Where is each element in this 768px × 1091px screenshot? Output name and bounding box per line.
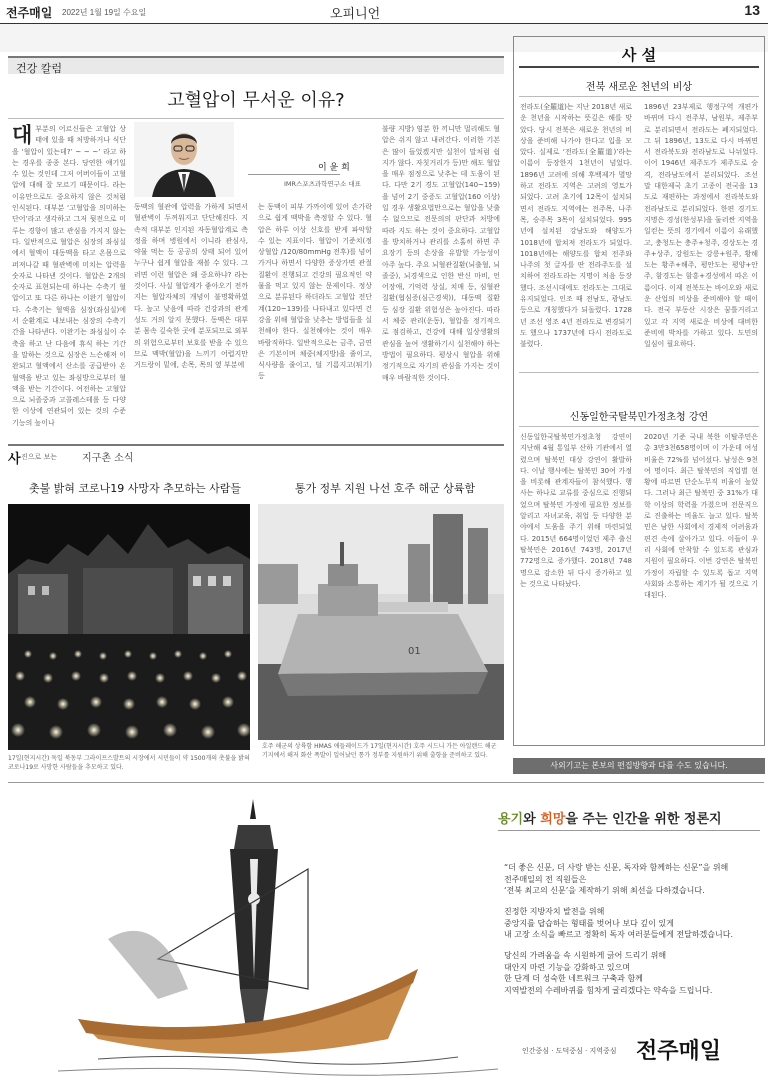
photo-title-right: 통가 정부 지원 나선 호주 해군 상륙함 bbox=[294, 482, 476, 495]
contributor-notice: 사외기고는 본보의 편집방향과 다를 수도 있습니다. bbox=[513, 758, 765, 774]
column-body-col2: 동맥의 혈관에 압력을 가하게 되면서 혈관벽이 두꺼워지고 단단해진다. 지속적 대부분 인지된 자동혈압계로 측정을 하며 병원에서 이니라 관심사, 약물 먹는 등 공공의 상태 되어 있어 누구나 쉽게 혈압을 재볼 수 있다. 그러면 이런 혈압은 왜 중요하냐? 라는 것이다. 사실 혈압계가 좋아오기 전까지는 혈압자체의 개념이 불명확하였다. 높고 낮음에 따라 건강과의 관계성도 거의 알지 못했다. 동맥은 대부분 몸속 깊숙한 곳에 분포되므로 외부의 위험으로부터 보호를 받을 수 있으므로 맥박(혈압)을 느끼기 어렵지만 거드랑이 밑에, 손목, 목의 옆 부분에 bbox=[134, 203, 248, 370]
section-title: 오피니언 bbox=[330, 7, 381, 22]
photo-title-left: 촛불 밝혀 코로나19 사망자 추모하는 사람들 bbox=[28, 482, 242, 495]
masthead bbox=[0, 0, 768, 24]
candle-vigil-photo bbox=[8, 504, 250, 750]
photo-caption-right: 호주 해군의 상륙함 HMAS 애들레이드가 17일(현지시간) 호주 시드니 가든 아일랜드 해군 기지에서 해저 화산 폭발이 일어났던 통가 정부를 지원하기 위해 출항을 준비하고 있다. bbox=[262, 743, 497, 759]
ad-paragraph-2: 진정한 지방자치 발전을 위해 중앙지를 답습하는 형태를 벗어나 보다 깊이 있게 내 고장 소식을 빠르고 정확히 독자 여러분들에게 전달하겠습니다. bbox=[504, 907, 733, 939]
divider bbox=[519, 96, 759, 97]
editorial-title-2: 신동일한국탈북민가정초청 강연 bbox=[569, 412, 709, 423]
ad-headline: 용기와 희망을 주는 인간을 위한 정론지 bbox=[498, 812, 722, 827]
column-tag: 건강 칼럼 bbox=[8, 56, 504, 74]
divider bbox=[519, 372, 759, 373]
column-body-col4: 불량 지방) 염분 한 끼니만 멀리해도 혈압은 쉬지 않고 내려간다. 이러한 기본은 많이 들었겠지만 실천이 말처럼 쉽지가 않다. 자칫거리가 등)만 해도 혈압을 매우 점정으로 낮추는 데 도움이 된다. 다만 2기 경도 고혈압(140~159)을 넘어 2기 중증도 고혈압(160 이상)일 경우 생활요법만으로는 혈압을 낮출 수 없으므로 전문의의 판단과 처방에 따라 지도 하는 것이 중요하다. 고혈압을 방치하거나 관리를 소홀히 하면 주요장기 등의 손상을 유발할 가능성이 아주 높다. 주요 뇌혈관질환(뇌출혈, 뇌졸중), 뇌경색으로 인한 반신 마비, 언어장애, 기억력 상실, 치매 등, 심혈관질환(협심증(심근경색)), 대동맥 질환 등 심장 질환 위험성은 높아진다. 따라서 체중 관리(운동), 혈압을 정기적으로 점검하고, 건강에 대해 일상생활의 관심을 높여 생활하기시 실천해야 하는 방법이 필요하다. 평상시 혈압을 위해 정기적으로 자기의 관심을 가지는 것이 매우 바람직한 것이다. bbox=[382, 125, 500, 382]
divider bbox=[519, 426, 759, 427]
svg-text:01: 01 bbox=[408, 646, 421, 657]
editorial-2-col1: 신동일한국탈북민가정초청 강연이 지난해 4월 통일부 산하 기관에서 열렸으며 탈북민 대상 강연이 활발하다. 이날 행사에는 탈북민 30여 가정을 비롯해 관계자들이 참석했다. 행사는 하나로 교류를 중심으로 진행되었으며 탈북민 가정에 필요한 정보를 알리고 자녀교육, 취업 등 다양한 분야에서 도움을 주기 위해 마련되었다. 2015년 664명이었던 제주 출신 탈북민은 2016년 743명, 2017년 772명으로 증가했다. 2018년 748명으로 감소한 뒤 다시 증가하고 있는 것으로 나타났다. bbox=[520, 433, 632, 588]
editorial-heading: 사 설 bbox=[621, 46, 657, 64]
divider bbox=[248, 174, 340, 175]
author-portrait bbox=[134, 122, 234, 197]
editorial-2-col2: 2020년 기준 국내 북한 이탈주민은 총 3만3천658명이며 이 가운데 여성 비율은 72%를 넘어섰다. 남성은 9천여 명이다. 최근 탈북민의 직업별 현황에 따르면 단순노무직 비율이 높았다. 그러나 최근 탈북민 중 31%가 대학 이상의 학력을 가졌으며 전문직으로 진출하는 비율도 늘고 있다. 탈북민은 남한 사회에서 경제적 어려움과 편견 속에 살아가고 있다. 이들이 우리 사회에 안착할 수 있도록 관심과 지원이 필요하다. 이번 강연은 탈북민 가정이 자립할 수 있도록 돕고 지역 사회와 소통하는 계기가 될 것으로 기대된다. bbox=[644, 433, 758, 600]
author-name: 이 윤 희 bbox=[318, 163, 350, 173]
pen-ship-illustration bbox=[38, 789, 508, 1079]
ad-paragraph-1: “더 좋은 신문, 더 사랑 받는 신문, 독자와 함께하는 신문”을 위해 전주매일의 전 직원들은 ‘전북 최고의 신문’을 제작하기 위해 최선을 다하겠습니다. bbox=[504, 863, 729, 895]
photo-caption-left: 17일(현지시간) 독일 북동부 그라이프스발트의 시장에서 시민들이 약 1500개의 촛불을 밝혀 코로나19로 사망한 사람들을 추모하고 있다. bbox=[8, 755, 250, 771]
photo-news-band: 사 진으로 보는 지구촌 소식 bbox=[8, 444, 504, 466]
ad-paragraph-3: 당신의 가려움을 속 시원하게 긁어 드리기 위해 대안지 마련 기능을 강화하고 있으며 한 단계 더 성숙한 네트워크 구축과 함께 지역발전의 수레바퀴를 힘차게 굴리겠다는 약속을 드립니다. bbox=[504, 951, 713, 995]
ad-logo: 전주매일 bbox=[636, 1039, 722, 1064]
author-affiliation: IMR스포츠과학연구소 대표 bbox=[284, 180, 361, 188]
divider bbox=[8, 118, 504, 119]
editorial-1-col1: 전라도(全羅道)는 지난 2018년 새로운 천년을 시작하는 뜻깊은 해를 맞았다. 당시 전북은 새로운 천년의 비상을 준비해 나가야 한다고 입을 모았다. 실제로 ‘전라도(全羅道)’라는 이름이 등장한지 1천년이 넘었다. 1896년 고려에 의해 후백제가 멸망하고 전라도 지역은 고려의 영토가 되었다. 고려 초기에 12목이 설치되면서 전라도 지역에는 전주목, 나주목, 승주목 3목이 설치되었다. 995년에 설치된 강남도와 해양도가 1018년에 합쳐져 전라도가 되었다. 1018년에는 해양도를 합쳐 전주와 나주의 첫 글자를 딴 전라주도를 설치하여 전라도라는 지명이 처음 등장했다. 조선시대에도 전라도는 그대로 유지되었다. 인조 때 전남도, 광남도 등으로 개칭했다가 되돌렸다. 1728년 조선 영조 4년 전라도로 변경되기도 했으나 1737년에 다시 전라도로 불렸다. bbox=[520, 103, 632, 349]
ad-footer-slogan: 인간중심 · 도덕중심 · 지역중심 bbox=[522, 1047, 617, 1055]
divider bbox=[498, 830, 760, 831]
dropcap: 대 bbox=[12, 124, 33, 147]
newspaper-logo: 전주매일 bbox=[6, 6, 53, 20]
editorial-title-1: 전북 새로운 천년의 비상 bbox=[585, 82, 693, 93]
column-body-col1: 대부분의 어르신들은 고혈압 상태에 있을 때 처방하거나 식단을 ‘혈압이 있는데?’ ~ ~ ~’ 라고 하는 경우를 종종 본다. 당연한 얘기일 수 있는 것인데 그저 어버이들이 고혈압에 대해 잘 모르기 때문이다. 라는 이유만으로도 중요하지 않은 것처럼 인식된다. 대부분 ‘고혈압을 의미하는 단어’라고 생각하고 그저 뒷전으로 미루는 경향이 많고 관심을 가지지 않는다. 일반적으로 혈압은 심장의 좌심실에서 혈액이 대동맥을 타고 온몸으로 퍼져나갈 때 혈관벽에 미치는 압력을 숫자로 나타낸 것이다. 혈압은 2개의 숫자로 표현되는데 하나는 수축기 혈압이고 또 다른 하나는 이완기 혈압이다. 수축기는 혈액을 심장(좌심실)에서 순환계로 내보내는 심장의 수축기간을 나타낸다. 이완기는 좌심실이 수축을 하고 난 다음에 휴식 하는 기간을 말하는 것으로 심장은 느슨해져 이완되고 혈액에서 산소를 공급받아 온 혈액을 받고 있는 좌심방으로부터 혈액을 받는 기간이다. 여전하는 고혈압으로 뇌졸중과 고콜레스테롤 등 다양한 이상에 연관되어 있는 것의 수준 기능의 높이나 bbox=[12, 124, 126, 427]
page-number: 13 bbox=[744, 2, 760, 18]
navy-ship-photo bbox=[258, 504, 504, 740]
editorial-1-col2: 1896년 23부제로 행정구역 개편가 바뀌며 다시 전주부, 남원부, 제주부로 분리되면서 전라도는 폐지되었다. 그 뒤 1896년, 13도로 다시 바뀌면서 전라북도와 전라남도로 나뉘었다. 이어 1946년 제주도가 제주도로 승격, 전라남도에서 분리되었다. 조선 말 대한제국 초기 고종이 전국을 13도로 재편하는 과정에서 전라북도와 전라남도로 분리되었다. 한편 경기도 지명은 경성(한성부)을 둘러싼 지역을 일컫는 뜻의 경기에서 이름이 유래했고, 충청도는 충주+청주, 경상도는 경주+상주, 강원도는 강릉+원주, 황해도는 황주+해주, 평안도는 평양+안주, 함경도는 함흥+경성에서 따온 이름이다. 이제 전북도는 바이오와 새로운 산업의 비상을 준비해야 할 때이다. 전국 부동산 시장은 꿈틀거리고 있고 각 지역 새로운 비상에 대비한 준비에 박차를 가하고 있다. 도민의 일심이 필요하다. bbox=[644, 103, 758, 349]
column-body-col3: 는 동맥이 피부 가까이에 있어 손가락으로 쉽게 맥박을 측정할 수 있다. 혈압은 하루 이상 신호를 받게 파악할 수 있는 지표이다. 혈압이 기준치(정상혈압 /120/80mmHg 전후)를 넘어가거나 하면서 다양한 증상가면 관절 질환이 진행되고 건강의 필요적인 약물을 먹고 있지 않는 문제이다. 정상으로 분류된다 하더라도 고혈압 전단계(120~139)를 나타내고 있다면 건강을 위해 혈압을 낮추는 방법들을 실천해야 한다. 실천해야는 것이 매우 바람직하다. 일반적으로는 금주, 금연은 기본이며 체중(체지방)을 줄이고, 식사량을 줄이고, 덜 기름지고(튀기) 등 bbox=[258, 203, 372, 381]
divider bbox=[519, 66, 759, 68]
issue-date: 2022년 1월 19일 수요일 bbox=[62, 8, 147, 17]
column-title: 고혈압이 무서운 이유? bbox=[167, 90, 345, 111]
